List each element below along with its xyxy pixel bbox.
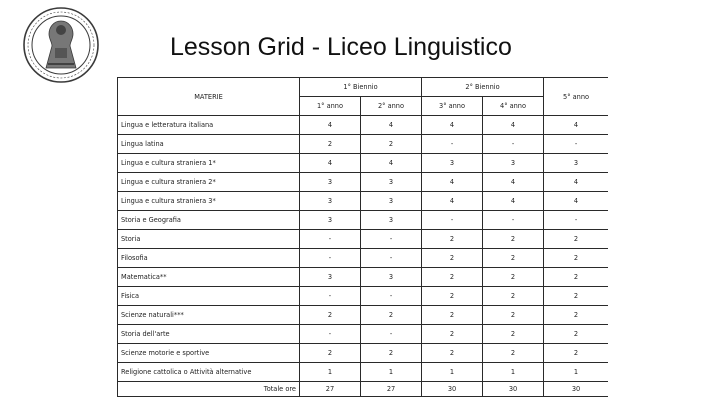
hours-cell: - — [361, 249, 422, 268]
hours-cell: 2 — [361, 135, 422, 154]
table-row — [118, 116, 609, 135]
table-row — [118, 325, 609, 344]
hours-cell: 3 — [361, 192, 422, 211]
hours-cell: 2 — [544, 344, 608, 363]
subject-cell: Religione cattolica o Attività alternative — [118, 363, 300, 382]
year-header-1: 1° anno — [300, 97, 361, 116]
hours-cell: 2 — [300, 135, 361, 154]
table-row — [118, 230, 609, 249]
totals-row — [118, 382, 609, 397]
subject-cell: Filosofia — [118, 249, 300, 268]
hours-cell: - — [483, 211, 544, 230]
table-row — [118, 211, 609, 230]
hours-cell: 4 — [422, 116, 483, 135]
subject-cell: Storia dell'arte — [118, 325, 300, 344]
hours-cell: 4 — [483, 116, 544, 135]
subject-cell: Scienze motorie e sportive — [118, 344, 300, 363]
hours-cell: - — [300, 249, 361, 268]
group-header-first-biennium: 1° Biennio — [300, 78, 422, 97]
hours-cell: 2 — [422, 249, 483, 268]
table-row — [118, 192, 609, 211]
hours-cell: 4 — [422, 192, 483, 211]
hours-cell: 4 — [300, 116, 361, 135]
hours-cell: 4 — [544, 192, 608, 211]
hours-cell: 2 — [483, 249, 544, 268]
totals-label: Totale ore — [118, 382, 300, 397]
hours-cell: 2 — [483, 344, 544, 363]
lesson-grid — [117, 77, 608, 405]
hours-cell: 4 — [361, 116, 422, 135]
table-row — [118, 173, 609, 192]
hours-cell: 2 — [483, 287, 544, 306]
hours-cell: 2 — [422, 268, 483, 287]
table-row — [118, 268, 609, 287]
hours-cell: 4 — [483, 173, 544, 192]
hours-cell: 4 — [483, 192, 544, 211]
hours-cell: - — [300, 287, 361, 306]
hours-cell: 3 — [361, 268, 422, 287]
hours-cell: - — [300, 230, 361, 249]
hours-cell: 3 — [300, 192, 361, 211]
group-header-second-biennium: 2° Biennio — [422, 78, 544, 97]
subject-cell: Matematica** — [118, 268, 300, 287]
total-hours-cell: 30 — [422, 382, 483, 397]
subject-cell: Storia — [118, 230, 300, 249]
hours-cell: 2 — [422, 287, 483, 306]
hours-cell: 2 — [361, 306, 422, 325]
subject-cell: Lingua latina — [118, 135, 300, 154]
table-row — [118, 287, 609, 306]
hours-cell: - — [483, 135, 544, 154]
hours-cell: 4 — [422, 173, 483, 192]
total-hours-cell: 27 — [300, 382, 361, 397]
hours-cell: 3 — [300, 268, 361, 287]
hours-cell: 1 — [300, 363, 361, 382]
hours-cell: 2 — [300, 344, 361, 363]
hours-cell: 2 — [483, 230, 544, 249]
hours-cell: 2 — [483, 306, 544, 325]
hours-cell: 3 — [300, 173, 361, 192]
hours-cell: - — [361, 325, 422, 344]
slide-title: Lesson Grid - Liceo Linguistico — [170, 33, 512, 61]
subject-cell: Storia e Geografia — [118, 211, 300, 230]
total-hours-cell: 30 — [483, 382, 544, 397]
hours-cell: 2 — [422, 230, 483, 249]
hours-cell: 3 — [422, 154, 483, 173]
hours-cell: - — [361, 287, 422, 306]
hours-cell: 4 — [544, 173, 608, 192]
table-row — [118, 249, 609, 268]
year-header-2: 2° anno — [361, 97, 422, 116]
hours-cell: 2 — [544, 230, 608, 249]
subject-cell: Fisica — [118, 287, 300, 306]
table-row — [118, 306, 609, 325]
table-row — [118, 344, 609, 363]
hours-cell: 4 — [361, 154, 422, 173]
subject-cell: Lingua e letteratura italiana — [118, 116, 300, 135]
hours-cell: - — [544, 135, 608, 154]
hours-cell: 3 — [361, 211, 422, 230]
hours-cell: - — [422, 211, 483, 230]
hours-cell: 2 — [483, 268, 544, 287]
year-header-3: 3° anno — [422, 97, 483, 116]
subject-cell: Lingua e cultura straniera 1* — [118, 154, 300, 173]
hours-cell: - — [361, 230, 422, 249]
hours-cell: 4 — [544, 116, 608, 135]
hours-cell: - — [300, 325, 361, 344]
lesson-grid-table — [117, 77, 608, 397]
hours-cell: 1 — [483, 363, 544, 382]
subject-cell: Lingua e cultura straniera 2* — [118, 173, 300, 192]
total-hours-cell: 30 — [544, 382, 608, 397]
hours-cell: 1 — [422, 363, 483, 382]
hours-cell: 2 — [422, 325, 483, 344]
university-seal-logo — [22, 6, 100, 84]
total-hours-cell: 27 — [361, 382, 422, 397]
hours-cell: 3 — [361, 173, 422, 192]
hours-cell: - — [544, 211, 608, 230]
hours-cell: 1 — [544, 363, 608, 382]
hours-cell: 2 — [300, 306, 361, 325]
year-header-4: 4° anno — [483, 97, 544, 116]
hours-cell: 3 — [300, 211, 361, 230]
hours-cell: 2 — [544, 325, 608, 344]
hours-cell: 2 — [361, 344, 422, 363]
hours-cell: 2 — [483, 325, 544, 344]
hours-cell: 2 — [544, 249, 608, 268]
hours-cell: 2 — [544, 287, 608, 306]
subject-column-header: MATERIE — [118, 78, 300, 116]
hours-cell: 2 — [422, 306, 483, 325]
group-header-fifth-year: 5° anno — [544, 78, 608, 116]
hours-cell: 2 — [544, 268, 608, 287]
table-row — [118, 154, 609, 173]
hours-cell: 1 — [361, 363, 422, 382]
hours-cell: 2 — [544, 306, 608, 325]
hours-cell: 3 — [483, 154, 544, 173]
hours-cell: 4 — [300, 154, 361, 173]
hours-cell: 3 — [544, 154, 608, 173]
subject-cell: Lingua e cultura straniera 3* — [118, 192, 300, 211]
university-seal-icon — [22, 6, 100, 84]
subject-cell: Scienze naturali*** — [118, 306, 300, 325]
hours-cell: - — [422, 135, 483, 154]
table-row — [118, 363, 609, 382]
hours-cell: 2 — [422, 344, 483, 363]
table-row — [118, 135, 609, 154]
